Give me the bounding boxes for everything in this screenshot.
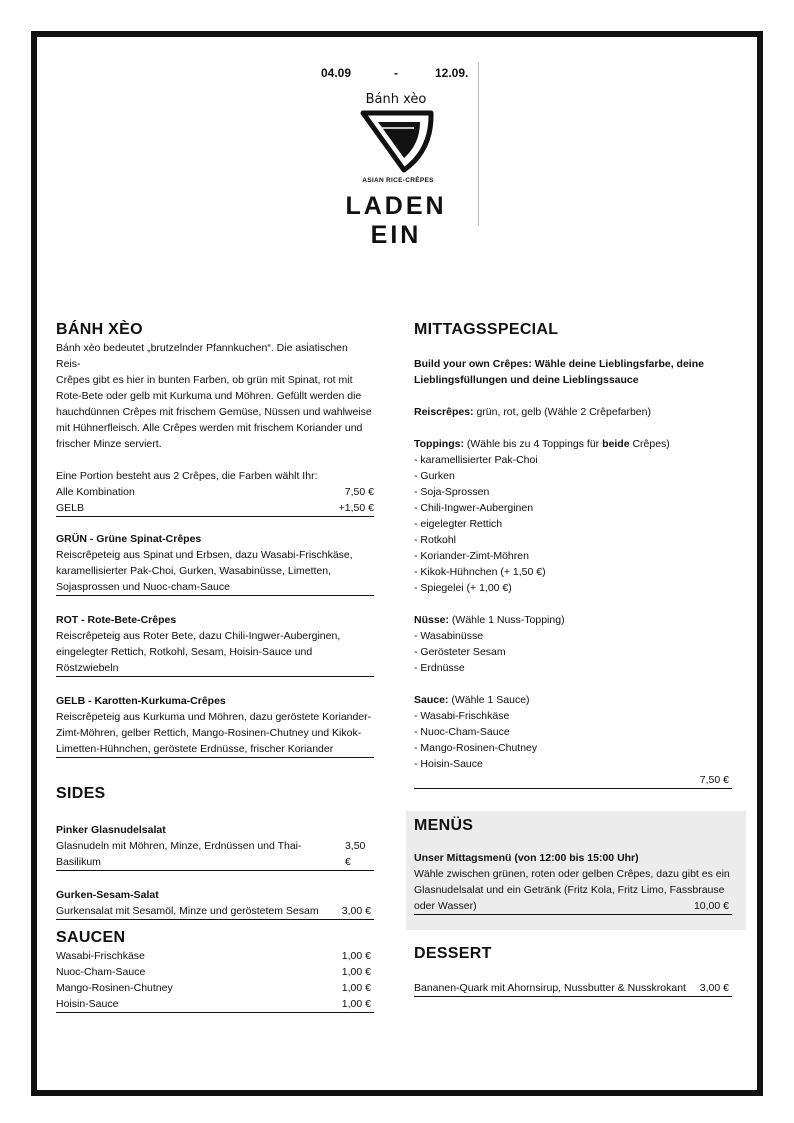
sauce-name: Mango-Rosinen-Chutney	[56, 982, 173, 994]
variant-green	[56, 531, 374, 596]
toppings-text: (Wähle bis zu 4 Toppings für	[463, 438, 603, 450]
toppings-emph: beide	[602, 438, 630, 450]
section-title: SIDES	[56, 785, 106, 802]
topping-item: - eigelegter Rettich	[414, 518, 503, 530]
nuss-item: - Wasabinüsse	[414, 630, 484, 642]
price-label: GELB	[56, 502, 85, 514]
sauce-text: (Wähle 1 Sauce)	[448, 694, 530, 706]
menu-line: Glasnudelsalat und ein Getränk (Fritz Kola, Fritz Limo, Fassbrause	[414, 884, 725, 896]
date-range	[318, 66, 473, 82]
topping-item: - Rotkohl	[414, 534, 457, 546]
variant-name: GELB - Karotten-Kurkuma-Crêpes	[56, 695, 226, 707]
variants	[56, 531, 374, 758]
topping-item: - Soja-Sprossen	[414, 486, 490, 498]
sauce-price: 1,00 €	[341, 998, 371, 1010]
menu-price: 10,00 €	[693, 900, 729, 912]
menu-price-row	[414, 898, 732, 915]
variant-line: Röstzwiebeln	[56, 662, 119, 674]
variant-line: Reiscrêpeteig aus Spinat und Erbsen, dazu Wasabi-Frischkäse,	[56, 549, 353, 561]
date-to: 12.09.	[435, 66, 469, 80]
section-title: DESSERT	[414, 945, 492, 962]
crepe-logo	[360, 110, 434, 174]
intro-line: Build your own Crêpes: Wähle deine Lieblingsfarbe, deine	[414, 358, 704, 370]
menu-name: Unser Mittagsmenü (von 12:00 bis 15:00 Uhr)	[414, 852, 639, 864]
description-line: Rote-Bete oder gelb mit Kurkuma und Möhren. Gefüllt werden die	[56, 390, 362, 402]
sauce-line	[414, 692, 732, 708]
price-row	[56, 500, 374, 517]
nuss-item: - Erdnüsse	[414, 662, 465, 674]
variant-line: Sojasprossen und Nuoc-cham-Sauce	[56, 581, 230, 593]
sauce-price: 1,00 €	[341, 950, 371, 962]
sauce-item: - Hoisin-Sauce	[414, 758, 483, 770]
price-label: Alle Kombination	[56, 486, 135, 498]
side-price: 3,00 €	[341, 905, 371, 917]
topping-item: - karamellisierter Pak-Choi	[414, 454, 538, 466]
intro-line: Lieblingsfüllungen und deine Lieblingssauce	[414, 374, 639, 386]
sauce-name: Wasabi-Frischkäse	[56, 950, 145, 962]
tagline: ASIAN RICE-CRÊPES	[362, 177, 434, 184]
header-divider	[478, 62, 479, 226]
sauce-item: - Nuoc-Cham-Sauce	[414, 726, 510, 738]
variant-red	[56, 612, 374, 677]
variant-line: Limetten-Hühnchen, geröstete Erdnüsse, frischer Koriander	[56, 743, 334, 755]
sauce-price: 1,00 €	[341, 982, 371, 994]
variant-line: Zimt-Möhren, gelber Rettich, Mango-Rosinen-Chutney und Kikok-	[56, 727, 362, 739]
sauce-row	[56, 964, 374, 980]
sauce-item: - Wasabi-Frischkäse	[414, 710, 510, 722]
side-price: 3,50 €	[344, 840, 366, 868]
toppings-line	[414, 436, 732, 452]
portion-intro: Eine Portion besteht aus 2 Crêpes, die Farben wählt Ihr:	[56, 470, 318, 482]
sides-section	[56, 784, 374, 920]
nuss-item: - Gerösteter Sesam	[414, 646, 506, 658]
mittagsspecial-section	[414, 320, 732, 789]
description-line: hauchdünnen Crêpes mit frischem Gemüse, Nüssen und wahlweise	[56, 406, 372, 418]
side-desc: Glasnudeln mit Möhren, Minze, Erdnüssen und Thai-Basilikum	[56, 840, 302, 868]
date-dash: -	[394, 66, 398, 80]
saucen-section	[56, 928, 374, 1013]
side-row	[56, 838, 374, 871]
description-line: Bánh xèo bedeutet „brutzelnder Pfannkuchen“. Die asiatischen Reis-	[56, 342, 348, 370]
variant-line: eingelegter Rettich, Rotkohl, Sesam, Hoisin-Sauce und	[56, 646, 313, 658]
sauce-row	[56, 948, 374, 964]
mittag-price: 7,50 €	[414, 772, 732, 789]
side-name: Pinker Glasnudelsalat	[56, 824, 166, 836]
brand-name: Bánh xèo	[365, 92, 427, 107]
toppings-text: Crêpes)	[629, 438, 670, 450]
topping-item: - Spiegelei (+ 1,00 €)	[414, 582, 512, 594]
sauce-item: - Mango-Rosinen-Chutney	[414, 742, 538, 754]
section-title: MITTAGSSPECIAL	[414, 321, 559, 338]
nuesse-label: Nüsse:	[414, 614, 450, 626]
sauce-label: Sauce:	[414, 694, 449, 706]
dessert-section	[414, 944, 732, 997]
menu-line: Wähle zwischen grünen, roten oder gelben Crêpes, dazu gibt es ein	[414, 868, 730, 880]
description-line: Crêpes gibt es hier in bunten Farben, ob grün mit Spinat, rot mit	[56, 374, 353, 386]
variant-yellow	[56, 693, 374, 758]
price-value: 7,50 €	[344, 486, 374, 498]
description-line: mit Hühnerfleisch. Alle Crêpes werden mit frischem Koriander und	[56, 422, 363, 434]
topping-item: - Koriander-Zimt-Möhren	[414, 550, 529, 562]
topping-item: - Gurken	[414, 470, 455, 482]
price-value: +1,50 €	[338, 502, 374, 514]
variant-name: ROT - Rote-Bete-Crêpes	[56, 614, 177, 626]
sauce-name: Nuoc-Cham-Sauce	[56, 966, 146, 978]
nuesse-text: (Wähle 1 Nuss-Topping)	[449, 614, 565, 626]
variant-line: Reiscrêpeteig aus Kurkuma und Möhren, dazu geröstete Koriander-	[56, 711, 372, 723]
side-row	[56, 903, 374, 920]
dessert-row	[414, 980, 732, 997]
menu-line: oder Wasser)	[414, 900, 477, 912]
description-line: frischer Minze serviert.	[56, 438, 162, 450]
side-desc: Gurkensalat mit Sesamöl, Minze und geröstetem Sesam	[56, 905, 319, 917]
shop-name: LADEN EIN	[345, 192, 447, 249]
sauce-row	[56, 980, 374, 996]
variant-line: karamellisierter Pak-Choi, Gurken, Wasabinüsse, Limetten,	[56, 565, 332, 577]
banh-xeo-section	[56, 320, 374, 517]
variant-name: GRÜN - Grüne Spinat-Crêpes	[56, 533, 202, 545]
topping-item: - Chili-Ingwer-Auberginen	[414, 502, 534, 514]
section-title: SAUCEN	[56, 929, 126, 946]
nuesse-line	[414, 612, 732, 628]
side-name: Gurken-Sesam-Salat	[56, 889, 159, 901]
section-title: MENÜS	[414, 817, 474, 834]
reis-text: grün, rot, gelb (Wähle 2 Crêpefarben)	[473, 406, 651, 418]
reiscrepes-line	[414, 404, 732, 420]
menus-section	[414, 816, 732, 915]
dessert-item: Bananen-Quark mit Ahornsirup, Nussbutter & Nusskrokant	[414, 982, 686, 994]
sauce-name: Hoisin-Sauce	[56, 998, 119, 1010]
sauce-price: 1,00 €	[341, 966, 371, 978]
price-row	[56, 484, 374, 500]
sauce-row	[56, 996, 374, 1013]
dessert-price: 3,00 €	[699, 982, 729, 994]
reis-label: Reiscrêpes:	[414, 406, 474, 418]
variant-line: Reiscrêpeteig aus Roter Bete, dazu Chili-Ingwer-Auberginen,	[56, 630, 341, 642]
date-from: 04.09	[321, 66, 352, 80]
topping-item: - Kikok-Hühnchen (+ 1,50 €)	[414, 566, 546, 578]
toppings-label: Toppings:	[414, 438, 464, 450]
section-title: BÁNH XÈO	[56, 321, 143, 338]
